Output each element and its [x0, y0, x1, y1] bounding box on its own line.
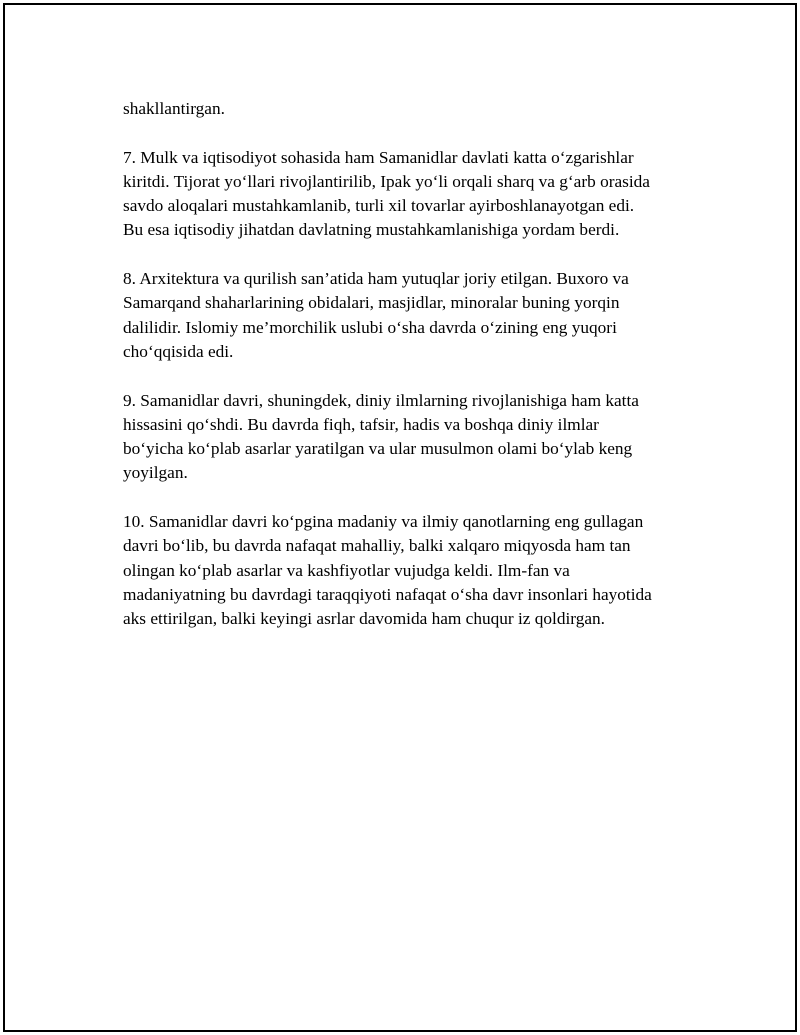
paragraph-9 — [123, 389, 703, 486]
text-line: Samarqand shaharlarining obidalari, masjidlar, minoralar buning yorqin — [123, 293, 620, 313]
paragraph-10 — [123, 510, 703, 631]
paragraph-8 — [123, 267, 703, 364]
text-line: kiritdi. Tijorat yo‘llari rivojlantirilib, Ipak yo‘li orqali sharq va g‘arb orasida — [123, 171, 650, 191]
text-line: madaniyatning bu davrdagi taraqqiyoti nafaqat o‘sha davr insonlari hayotida — [123, 584, 652, 604]
text-line: Bu esa iqtisodiy jihatdan davlatning mustahkamlanishiga yordam berdi. — [123, 220, 620, 240]
document-body — [123, 97, 703, 656]
text-line: hissasini qo‘shdi. Bu davrda fiqh, tafsir, hadis va boshqa diniy ilmlar — [123, 414, 599, 434]
text-line: yoyilgan. — [123, 463, 188, 483]
text-line: cho‘qqisida edi. — [123, 341, 234, 361]
text-line: dalilidir. Islomiy me’morchilik uslubi o‘sha davrda o‘zining eng yuqori — [123, 317, 617, 337]
text-line: aks ettirilgan, balki keyingi asrlar davomida ham chuqur iz qoldirgan. — [123, 609, 605, 629]
page-border — [3, 3, 797, 1032]
text-line: 8. Arxitektura va qurilish san’atida ham yutuqlar joriy etilgan. Buxoro va — [123, 269, 629, 289]
text-line: bo‘yicha ko‘plab asarlar yaratilgan va ular musulmon olami bo‘ylab keng — [123, 439, 633, 459]
paragraph-7 — [123, 146, 703, 243]
paragraph-continuation — [123, 97, 703, 121]
text-line: savdo aloqalari mustahkamlanib, turli xil tovarlar ayirboshlanayotgan edi. — [123, 196, 635, 216]
text-line: 9. Samanidlar davri, shuningdek, diniy ilmlarning rivojlanishiga ham katta — [123, 390, 639, 410]
text-line: olingan ko‘plab asarlar va kashfiyotlar vujudga keldi. Ilm-fan va — [123, 560, 570, 580]
text-line: davri bo‘lib, bu davrda nafaqat mahalliy, balki xalqaro miqyosda ham tan — [123, 536, 631, 556]
text-line: shakllantirgan. — [123, 99, 225, 118]
text-line: 10. Samanidlar davri ko‘pgina madaniy va ilmiy qanotlarning eng gullagan — [123, 512, 644, 532]
text-line: 7. Mulk va iqtisodiyot sohasida ham Samanidlar davlati katta o‘zgarishlar — [123, 147, 634, 167]
